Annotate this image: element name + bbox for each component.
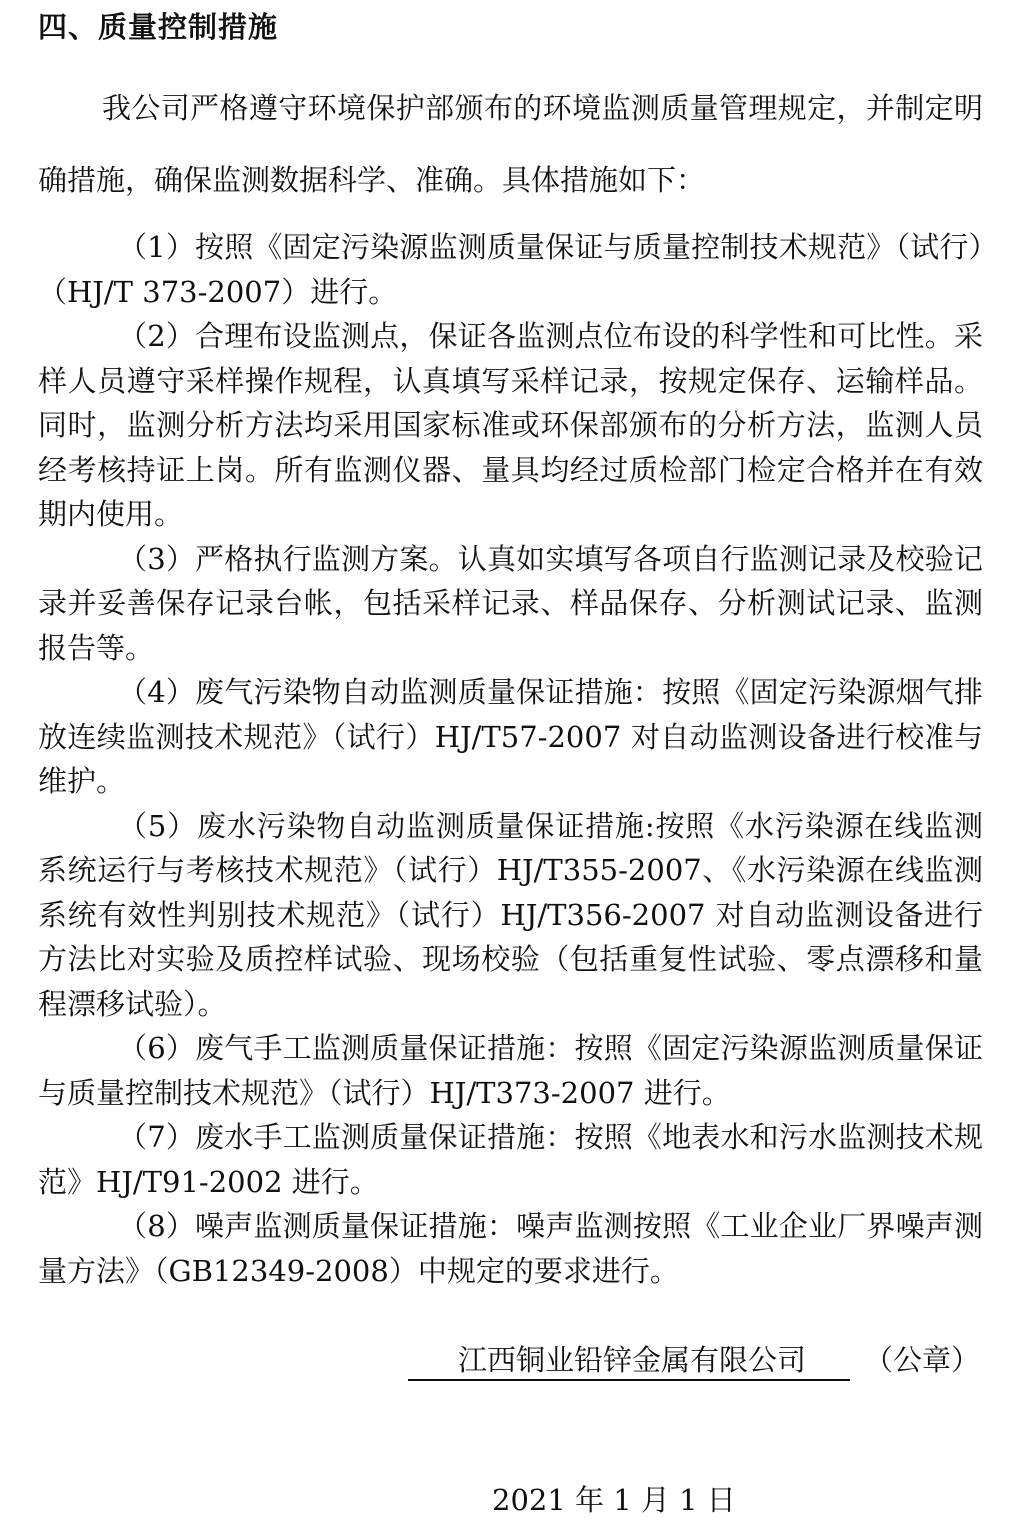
measure-item-7: （7）废水手工监测质量保证措施：按照《地表水和污水监测技术规范》HJ/T91-2002 进行。 — [38, 1120, 983, 1199]
measures-list — [38, 225, 983, 1293]
measure-item-5: （5）废水污染物自动监测质量保证措施:按照《水污染源在线监测系统运行与考核技术规范》（试行）HJ/T355-2007、《水污染源在线监测系统有效性判别技术规范》（试行）HJ/T356-2007 对自动监测设备进行方法比对实验及质控样试验、现场校验（包括重复性试验、零点漂移和量程漂移试验）。 — [38, 808, 983, 1021]
intro-paragraph: 我公司严格遵守环境保护部颁布的环境监测质量管理规定，并制定明确措施，确保监测数据科学、准确。具体措施如下： — [38, 91, 983, 197]
measure-item-8: （8）噪声监测质量保证措施：噪声监测按照《工业企业厂界噪声测量方法》（GB12349-2008）中规定的要求进行。 — [38, 1209, 983, 1288]
measure-item-4: （4）废气污染物自动监测质量保证措施：按照《固定污染源烟气排放连续监测技术规范》（试行）HJ/T57-2007 对自动监测设备进行校准与维护。 — [38, 675, 983, 798]
measure-item-2: （2）合理布设监测点，保证各监测点位布设的科学性和可比性。采样人员遵守采样操作规程，认真填写采样记录，按规定保存、运输样品。同时，监测分析方法均采用国家标准或环保部颁布的分析方法，监测人员经考核持证上岗。所有监测仪器、量具均经过质检部门检定合格并在有效期内使用。 — [38, 319, 983, 531]
measure-item-3: （3）严格执行监测方案。认真如实填写各项自行监测记录及校验记录并妥善保存记录台帐，包括采样记录、样品保存、分析测试记录、监测报告等。 — [38, 541, 983, 665]
measure-item-1: （1）按照《固定污染源监测质量保证与质量控制技术规范》（试行）（HJ/T 373-2007）进行。 — [38, 230, 983, 309]
seal-label: （公章） — [864, 1343, 981, 1377]
measure-item-6: （6）废气手工监测质量保证措施：按照《固定污染源监测质量保证与质量控制技术规范》（试行）HJ/T373-2007 进行。 — [38, 1031, 983, 1110]
company-name: 江西铜业铅锌金属有限公司 — [408, 1341, 850, 1381]
section-heading: 四、质量控制措施 — [38, 10, 279, 44]
document-date: 2021 年 1 月 1 日 — [492, 1483, 736, 1517]
signature-block — [408, 1338, 981, 1382]
